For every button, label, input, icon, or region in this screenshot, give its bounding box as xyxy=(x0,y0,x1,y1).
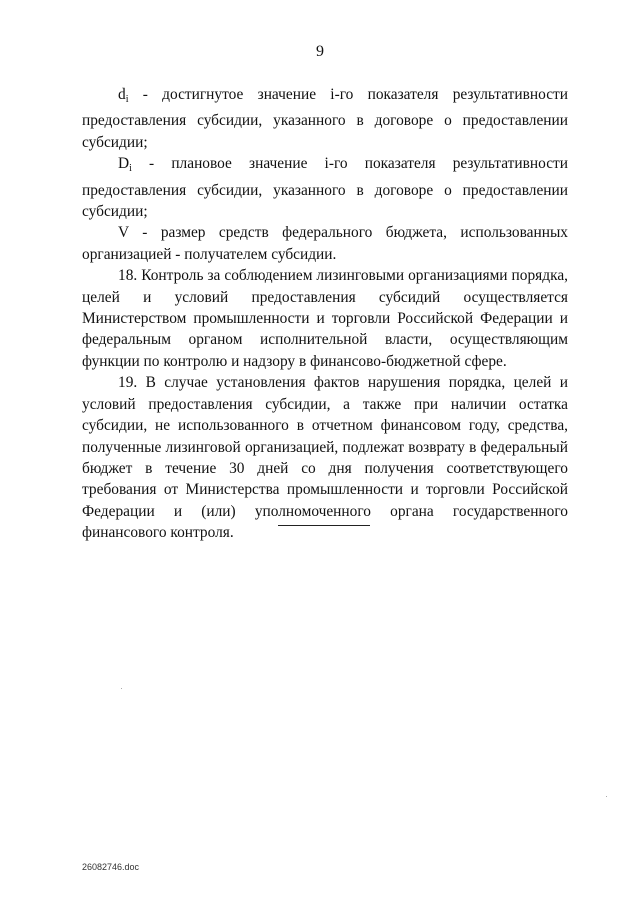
document-body xyxy=(82,84,568,544)
definition-subscript: i xyxy=(125,94,129,105)
definition-symbol: d xyxy=(118,86,126,103)
definition-text: - плановое значение i-го показателя результативности предоставления субсидии, указанного в договоре о предоставлении субсидии; xyxy=(82,155,568,221)
definition-d-actual xyxy=(82,84,568,153)
definition-text: - достигнутое значение i-го показателя результативности предоставления субсидии, указанного в договоре о предоставлении субсидии; xyxy=(82,86,568,151)
definition-symbol: V xyxy=(118,224,129,242)
section-divider xyxy=(278,525,370,526)
definition-text: - размер средств федерального бюджета, использованных организацией - получателем субсидии. xyxy=(82,224,568,263)
definition-symbol: D xyxy=(118,155,130,173)
definition-v-budget xyxy=(82,222,568,265)
definition-subscript: i xyxy=(129,163,132,175)
definition-d-planned xyxy=(82,153,568,222)
paragraph-18: 18. Контроль за соблюдением лизинговыми организациями порядка, целей и условий предоставления субсидий осуществляется Министерством промышленности и торговли Российской Федерации и федеральным органом исполнительной власти, осуществляющим функции по контролю и надзору в финансово-бюджетной сфере. xyxy=(82,267,568,370)
footer-document-code: 26082746.doc xyxy=(82,862,140,872)
paragraph-19: 19. В случае установления фактов нарушения порядка, целей и условий предоставления субсидии, а также при наличии остатка субсидии, не использованного в отчетном финансовом году, средства, полученные лизинговой организацией, подлежат возврату в федеральный бюджет в течение 30 дней со дня получения соответствующего требования от Министерства промышленности и торговли Российской Федерации и (или) уполномоченного органа государственного финансового контроля. xyxy=(82,374,568,542)
scan-speck xyxy=(121,688,122,689)
page-number: 9 xyxy=(316,43,324,60)
scan-speck xyxy=(606,796,607,797)
